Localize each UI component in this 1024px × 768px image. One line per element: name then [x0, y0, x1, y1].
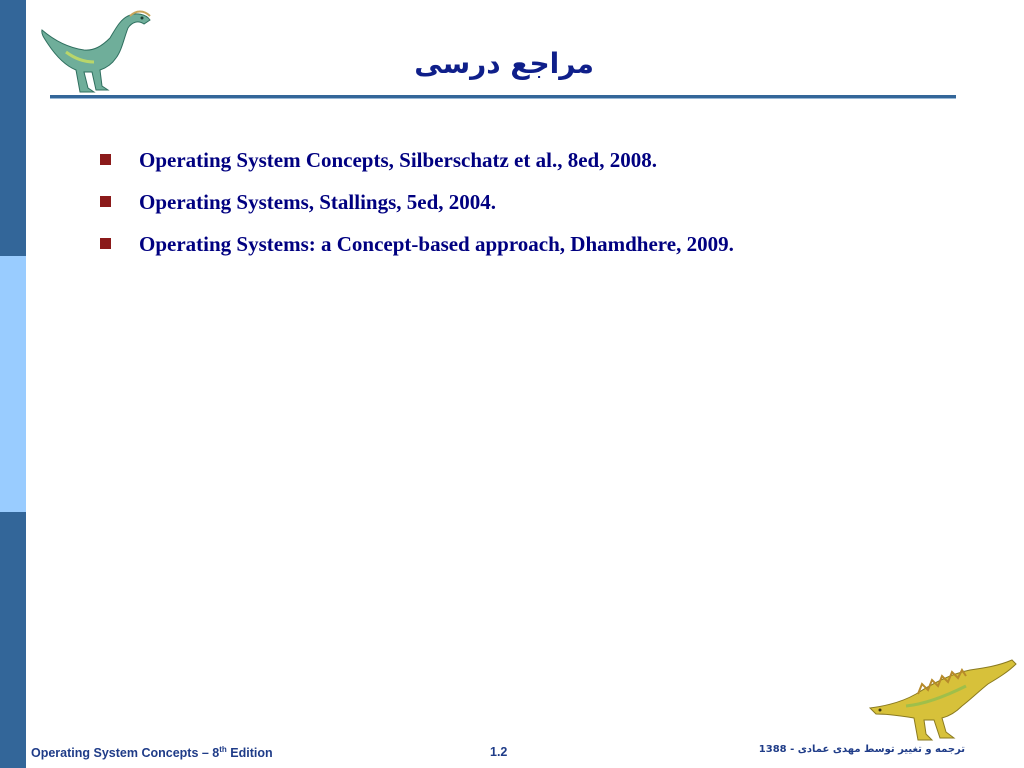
square-bullet-icon	[100, 196, 111, 207]
footer-book-title	[31, 745, 273, 760]
reference-text: Operating System Concepts, Silberschatz et al., 8ed, 2008.	[139, 148, 657, 172]
sidebar-band-bottom	[0, 512, 26, 768]
footer-translator-note: ترجمه و تغییر توسط مهدی عمادی - 1388	[758, 744, 965, 755]
footer-title-sup: th	[219, 745, 227, 754]
reference-text: Operating Systems, Stallings, 5ed, 2004.	[139, 190, 497, 214]
slide-title: مراجع درسی	[414, 47, 594, 80]
square-bullet-icon	[100, 154, 111, 165]
sidebar-band-top	[0, 0, 26, 256]
square-bullet-icon	[100, 238, 111, 249]
reference-text: Operating Systems: a Concept-based approach, Dhamdhere, 2009.	[139, 232, 734, 256]
sidebar-band-middle	[0, 256, 26, 512]
title-divider	[50, 95, 956, 98]
page-number: 1.2	[490, 745, 508, 759]
dinosaur-icon	[36, 6, 160, 94]
footer-title-text: Operating System Concepts – 8	[31, 746, 220, 760]
dinosaur-icon	[866, 656, 1018, 742]
footer-edition-text: Edition	[226, 746, 273, 760]
